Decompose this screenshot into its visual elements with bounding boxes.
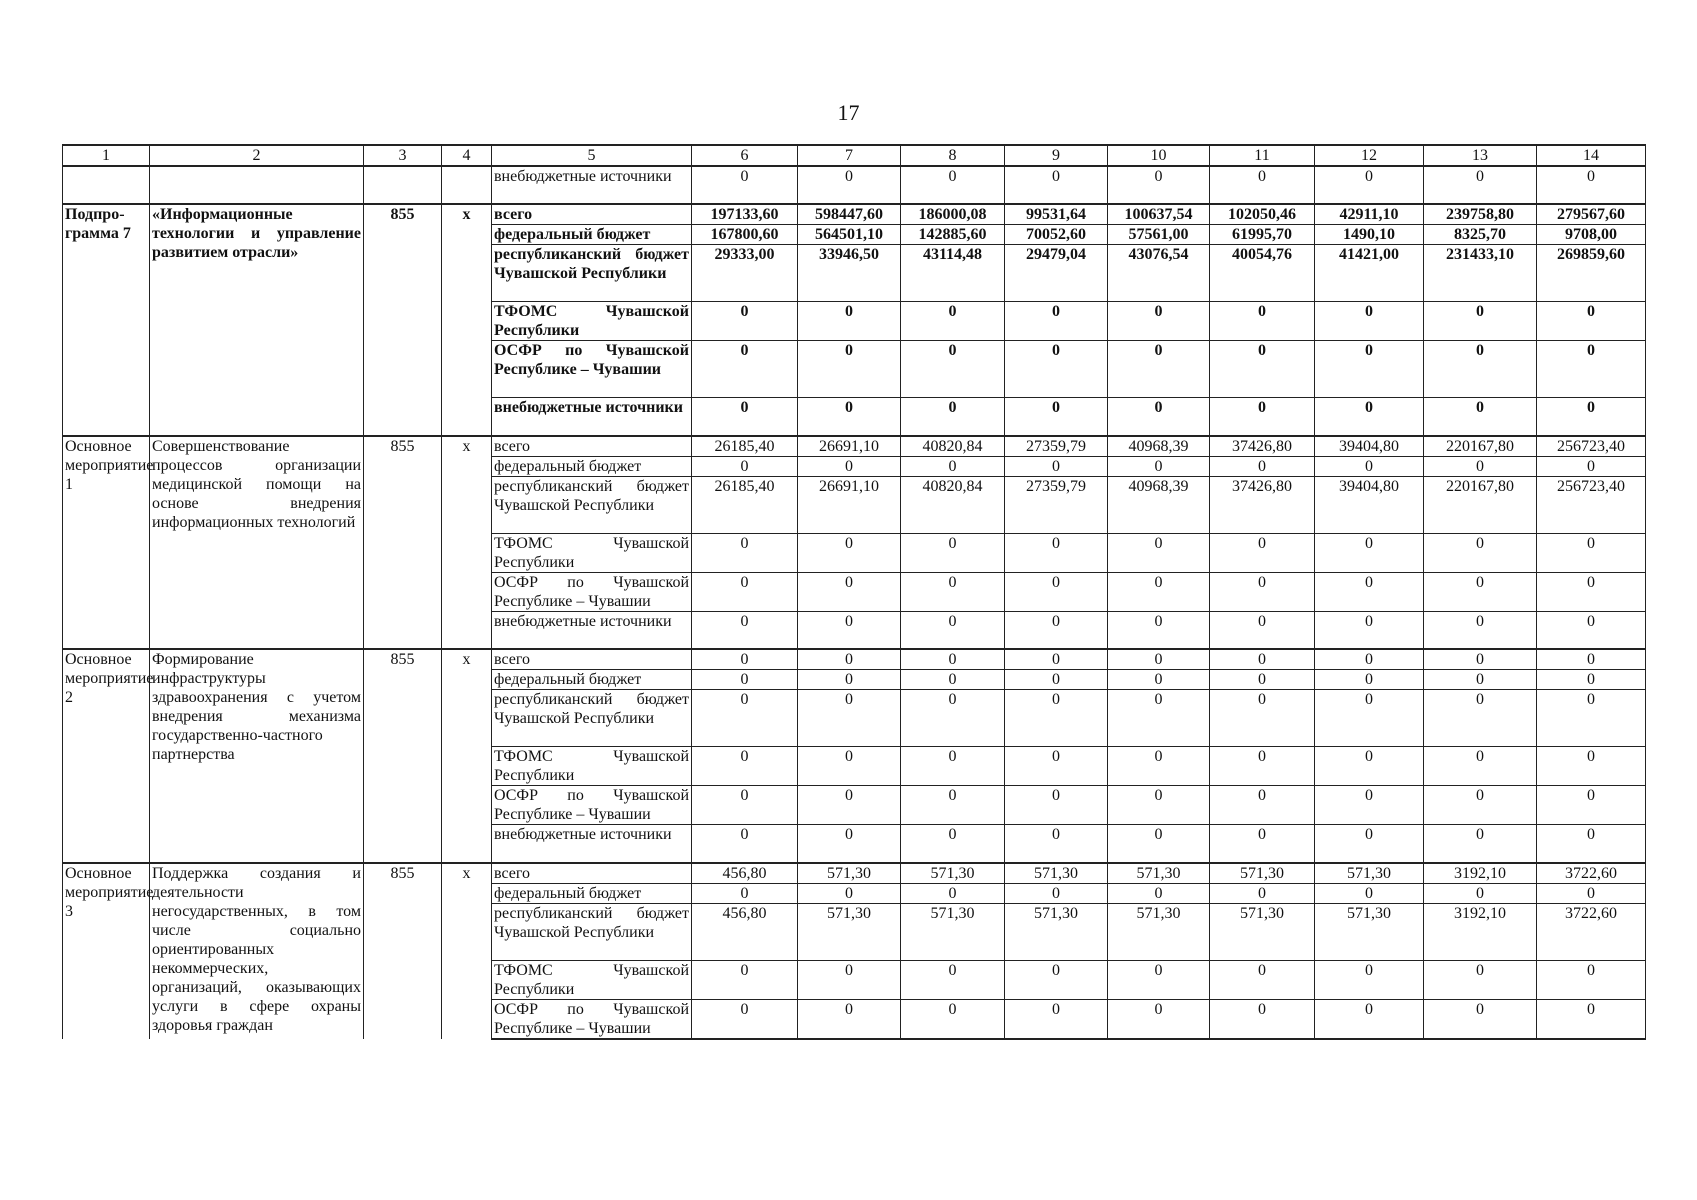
value-cell-col-6: 0 bbox=[692, 166, 798, 204]
value-cell-col-8: 0 bbox=[901, 825, 1005, 863]
value-cell-col-7: 0 bbox=[798, 825, 901, 863]
value-cell-col-9: 0 bbox=[1005, 690, 1108, 747]
value-cell-col-9: 0 bbox=[1005, 302, 1108, 341]
value-cell-col-6: 456,80 bbox=[692, 863, 798, 884]
value-cell-col-11: 0 bbox=[1210, 341, 1315, 398]
funding-source: всего bbox=[492, 204, 692, 225]
value-cell-col-13: 3192,10 bbox=[1424, 863, 1537, 884]
value-cell-col-13: 0 bbox=[1424, 649, 1537, 670]
column-header-6: 6 bbox=[692, 145, 798, 166]
value-cell-col-11: 0 bbox=[1210, 533, 1315, 572]
value-cell-col-9: 99531,64 bbox=[1005, 204, 1108, 225]
value-cell-col-14: 0 bbox=[1537, 747, 1646, 786]
value-cell-col-8: 0 bbox=[901, 670, 1005, 690]
value-cell-col-8: 186000,08 bbox=[901, 204, 1005, 225]
value-cell-col-12: 571,30 bbox=[1315, 863, 1424, 884]
value-cell-col-7: 0 bbox=[798, 649, 901, 670]
row-label: Основное мероприятие 3 bbox=[63, 863, 150, 1039]
value-cell-col-10: 0 bbox=[1108, 690, 1210, 747]
value-cell-col-9: 0 bbox=[1005, 825, 1108, 863]
value-cell-col-9: 0 bbox=[1005, 166, 1108, 204]
value-cell-col-8: 0 bbox=[901, 690, 1005, 747]
value-cell-col-10: 40968,39 bbox=[1108, 476, 1210, 533]
value-cell-col-6: 0 bbox=[692, 747, 798, 786]
value-cell-col-8: 0 bbox=[901, 572, 1005, 611]
value-cell-col-14: 0 bbox=[1537, 533, 1646, 572]
value-cell-col-12: 0 bbox=[1315, 341, 1424, 398]
value-cell-col-10: 0 bbox=[1108, 649, 1210, 670]
value-cell-col-11: 0 bbox=[1210, 611, 1315, 649]
value-cell-col-9: 0 bbox=[1005, 670, 1108, 690]
value-cell-col-8: 0 bbox=[901, 302, 1005, 341]
value-cell-col-13: 220167,80 bbox=[1424, 476, 1537, 533]
value-cell-col-7: 571,30 bbox=[798, 863, 901, 884]
value-cell-col-9: 571,30 bbox=[1005, 903, 1108, 960]
value-cell-col-6: 0 bbox=[692, 456, 798, 476]
value-cell-col-6: 26185,40 bbox=[692, 436, 798, 457]
value-cell-col-6: 0 bbox=[692, 999, 798, 1039]
funding-source: всего bbox=[492, 436, 692, 457]
value-cell-col-14: 0 bbox=[1537, 572, 1646, 611]
column-header-3: 3 bbox=[364, 145, 442, 166]
value-cell-col-11: 0 bbox=[1210, 670, 1315, 690]
value-cell-col-10: 571,30 bbox=[1108, 863, 1210, 884]
value-cell-col-10: 571,30 bbox=[1108, 903, 1210, 960]
value-cell-col-13: 231433,10 bbox=[1424, 245, 1537, 302]
value-cell-col-9: 0 bbox=[1005, 456, 1108, 476]
value-cell-col-11: 0 bbox=[1210, 825, 1315, 863]
value-cell-col-14: 9708,00 bbox=[1537, 225, 1646, 245]
value-cell-col-7: 0 bbox=[798, 883, 901, 903]
value-cell-col-6: 0 bbox=[692, 302, 798, 341]
value-cell-col-12: 0 bbox=[1315, 883, 1424, 903]
column-header-8: 8 bbox=[901, 145, 1005, 166]
value-cell-col-10: 0 bbox=[1108, 456, 1210, 476]
value-cell-col-10: 100637,54 bbox=[1108, 204, 1210, 225]
value-cell-col-10: 0 bbox=[1108, 533, 1210, 572]
value-cell-col-7: 26691,10 bbox=[798, 436, 901, 457]
value-cell-col-7: 0 bbox=[798, 747, 901, 786]
value-cell-col-8: 571,30 bbox=[901, 863, 1005, 884]
value-cell-col-6: 0 bbox=[692, 670, 798, 690]
value-cell-col-13: 0 bbox=[1424, 611, 1537, 649]
table-row bbox=[63, 166, 1646, 204]
value-cell-col-7: 0 bbox=[798, 960, 901, 999]
value-cell-col-8: 40820,84 bbox=[901, 476, 1005, 533]
row-description: Поддержка создания и деятельности негосударственных, в том числе социально ориентированных некоммерческих, организаций, оказывающих услуги в сфере охраны здоровья граждан bbox=[150, 863, 364, 1039]
value-cell-col-14: 0 bbox=[1537, 302, 1646, 341]
column-header-9: 9 bbox=[1005, 145, 1108, 166]
row-x-mark: x bbox=[442, 436, 492, 650]
value-cell-col-11: 0 bbox=[1210, 786, 1315, 825]
row-label: Основное мероприятие 1 bbox=[63, 436, 150, 650]
row-code: 855 bbox=[364, 204, 442, 436]
row-label: Основное мероприятие 2 bbox=[63, 649, 150, 863]
value-cell-col-7: 0 bbox=[798, 302, 901, 341]
value-cell-col-12: 42911,10 bbox=[1315, 204, 1424, 225]
value-cell-col-11: 0 bbox=[1210, 999, 1315, 1039]
value-cell-col-6: 456,80 bbox=[692, 903, 798, 960]
value-cell-col-8: 0 bbox=[901, 341, 1005, 398]
value-cell-col-9: 0 bbox=[1005, 960, 1108, 999]
value-cell-col-14: 3722,60 bbox=[1537, 903, 1646, 960]
value-cell-col-14: 0 bbox=[1537, 786, 1646, 825]
column-header-10: 10 bbox=[1108, 145, 1210, 166]
value-cell-col-7: 0 bbox=[798, 398, 901, 436]
value-cell-col-13: 0 bbox=[1424, 883, 1537, 903]
value-cell-col-13: 0 bbox=[1424, 341, 1537, 398]
value-cell-col-8: 0 bbox=[901, 533, 1005, 572]
value-cell-col-10: 0 bbox=[1108, 572, 1210, 611]
value-cell-col-11: 571,30 bbox=[1210, 903, 1315, 960]
value-cell-col-7: 0 bbox=[798, 670, 901, 690]
value-cell-col-14: 0 bbox=[1537, 341, 1646, 398]
value-cell-col-7: 0 bbox=[798, 341, 901, 398]
value-cell-col-11: 0 bbox=[1210, 302, 1315, 341]
value-cell-col-6: 0 bbox=[692, 825, 798, 863]
value-cell-col-13: 0 bbox=[1424, 302, 1537, 341]
value-cell-col-9: 0 bbox=[1005, 999, 1108, 1039]
value-cell-col-10: 0 bbox=[1108, 670, 1210, 690]
row-x-mark bbox=[442, 166, 492, 204]
value-cell-col-11: 0 bbox=[1210, 166, 1315, 204]
value-cell-col-9: 0 bbox=[1005, 398, 1108, 436]
table-row bbox=[63, 649, 1646, 670]
row-description bbox=[150, 166, 364, 204]
value-cell-col-8: 0 bbox=[901, 649, 1005, 670]
value-cell-col-6: 0 bbox=[692, 960, 798, 999]
value-cell-col-13: 220167,80 bbox=[1424, 436, 1537, 457]
funding-source: ТФОМС Чувашской Республики bbox=[492, 747, 692, 786]
value-cell-col-13: 0 bbox=[1424, 786, 1537, 825]
value-cell-col-12: 39404,80 bbox=[1315, 436, 1424, 457]
value-cell-col-14: 0 bbox=[1537, 690, 1646, 747]
value-cell-col-13: 0 bbox=[1424, 690, 1537, 747]
value-cell-col-11: 571,30 bbox=[1210, 863, 1315, 884]
value-cell-col-12: 0 bbox=[1315, 825, 1424, 863]
value-cell-col-12: 0 bbox=[1315, 533, 1424, 572]
value-cell-col-9: 0 bbox=[1005, 747, 1108, 786]
funding-source: всего bbox=[492, 649, 692, 670]
value-cell-col-11: 0 bbox=[1210, 690, 1315, 747]
value-cell-col-11: 61995,70 bbox=[1210, 225, 1315, 245]
value-cell-col-7: 0 bbox=[798, 533, 901, 572]
value-cell-col-13: 0 bbox=[1424, 533, 1537, 572]
row-label: Подпро-грамма 7 bbox=[63, 204, 150, 436]
header-row bbox=[63, 145, 1646, 166]
value-cell-col-7: 0 bbox=[798, 999, 901, 1039]
value-cell-col-9: 0 bbox=[1005, 572, 1108, 611]
funding-source: ОСФР по Чувашской Республике – Чувашии bbox=[492, 341, 692, 398]
value-cell-col-7: 0 bbox=[798, 786, 901, 825]
value-cell-col-10: 0 bbox=[1108, 960, 1210, 999]
value-cell-col-9: 0 bbox=[1005, 786, 1108, 825]
funding-source: федеральный бюджет bbox=[492, 670, 692, 690]
value-cell-col-13: 0 bbox=[1424, 999, 1537, 1039]
value-cell-col-9: 0 bbox=[1005, 649, 1108, 670]
value-cell-col-8: 0 bbox=[901, 883, 1005, 903]
value-cell-col-12: 0 bbox=[1315, 960, 1424, 999]
row-label bbox=[63, 166, 150, 204]
value-cell-col-9: 0 bbox=[1005, 341, 1108, 398]
value-cell-col-9: 29479,04 bbox=[1005, 245, 1108, 302]
row-code: 855 bbox=[364, 863, 442, 1039]
value-cell-col-14: 0 bbox=[1537, 670, 1646, 690]
value-cell-col-7: 598447,60 bbox=[798, 204, 901, 225]
value-cell-col-12: 0 bbox=[1315, 670, 1424, 690]
column-header-7: 7 bbox=[798, 145, 901, 166]
funding-source: ТФОМС Чувашской Республики bbox=[492, 302, 692, 341]
value-cell-col-12: 0 bbox=[1315, 302, 1424, 341]
value-cell-col-12: 1490,10 bbox=[1315, 225, 1424, 245]
value-cell-col-9: 70052,60 bbox=[1005, 225, 1108, 245]
value-cell-col-10: 0 bbox=[1108, 611, 1210, 649]
value-cell-col-14: 279567,60 bbox=[1537, 204, 1646, 225]
value-cell-col-6: 26185,40 bbox=[692, 476, 798, 533]
value-cell-col-11: 37426,80 bbox=[1210, 436, 1315, 457]
value-cell-col-9: 0 bbox=[1005, 883, 1108, 903]
value-cell-col-11: 0 bbox=[1210, 572, 1315, 611]
value-cell-col-14: 0 bbox=[1537, 166, 1646, 204]
value-cell-col-12: 0 bbox=[1315, 611, 1424, 649]
value-cell-col-14: 256723,40 bbox=[1537, 436, 1646, 457]
value-cell-col-8: 0 bbox=[901, 398, 1005, 436]
value-cell-col-14: 256723,40 bbox=[1537, 476, 1646, 533]
value-cell-col-12: 0 bbox=[1315, 690, 1424, 747]
row-code bbox=[364, 166, 442, 204]
value-cell-col-6: 0 bbox=[692, 649, 798, 670]
funding-source: ОСФР по Чувашской Республике – Чувашии bbox=[492, 572, 692, 611]
value-cell-col-13: 239758,80 bbox=[1424, 204, 1537, 225]
funding-source: ТФОМС Чувашской Республики bbox=[492, 960, 692, 999]
table-body bbox=[63, 166, 1646, 1039]
value-cell-col-11: 40054,76 bbox=[1210, 245, 1315, 302]
value-cell-col-10: 0 bbox=[1108, 786, 1210, 825]
value-cell-col-6: 0 bbox=[692, 533, 798, 572]
value-cell-col-11: 102050,46 bbox=[1210, 204, 1315, 225]
funding-source: внебюджетные источники bbox=[492, 166, 692, 204]
row-x-mark: x bbox=[442, 204, 492, 436]
value-cell-col-7: 0 bbox=[798, 166, 901, 204]
value-cell-col-13: 3192,10 bbox=[1424, 903, 1537, 960]
row-description: Формирование инфраструктуры здравоохранения с учетом внедрения механизма государственно-частного партнерства bbox=[150, 649, 364, 863]
value-cell-col-9: 0 bbox=[1005, 611, 1108, 649]
value-cell-col-8: 571,30 bbox=[901, 903, 1005, 960]
value-cell-col-10: 40968,39 bbox=[1108, 436, 1210, 457]
funding-source: внебюджетные источники bbox=[492, 825, 692, 863]
value-cell-col-9: 27359,79 bbox=[1005, 436, 1108, 457]
value-cell-col-8: 0 bbox=[901, 456, 1005, 476]
value-cell-col-7: 0 bbox=[798, 690, 901, 747]
value-cell-col-6: 0 bbox=[692, 786, 798, 825]
value-cell-col-14: 269859,60 bbox=[1537, 245, 1646, 302]
value-cell-col-14: 0 bbox=[1537, 398, 1646, 436]
value-cell-col-9: 0 bbox=[1005, 533, 1108, 572]
value-cell-col-13: 0 bbox=[1424, 825, 1537, 863]
row-description: «Информационные технологии и управление развитием отрасли» bbox=[150, 204, 364, 436]
funding-source: республиканский бюджет Чувашской Республики bbox=[492, 690, 692, 747]
value-cell-col-8: 0 bbox=[901, 611, 1005, 649]
value-cell-col-8: 43114,48 bbox=[901, 245, 1005, 302]
table-row bbox=[63, 204, 1646, 225]
value-cell-col-12: 0 bbox=[1315, 572, 1424, 611]
value-cell-col-10: 0 bbox=[1108, 883, 1210, 903]
value-cell-col-13: 0 bbox=[1424, 572, 1537, 611]
value-cell-col-6: 167800,60 bbox=[692, 225, 798, 245]
column-header-13: 13 bbox=[1424, 145, 1537, 166]
column-header-1: 1 bbox=[63, 145, 150, 166]
funding-source: ОСФР по Чувашской Республике – Чувашии bbox=[492, 999, 692, 1039]
column-header-4: 4 bbox=[442, 145, 492, 166]
value-cell-col-13: 0 bbox=[1424, 670, 1537, 690]
value-cell-col-12: 0 bbox=[1315, 456, 1424, 476]
value-cell-col-8: 0 bbox=[901, 786, 1005, 825]
funding-source: внебюджетные источники bbox=[492, 398, 692, 436]
budget-table bbox=[62, 144, 1646, 1040]
value-cell-col-10: 0 bbox=[1108, 166, 1210, 204]
value-cell-col-12: 39404,80 bbox=[1315, 476, 1424, 533]
row-description: Совершенствование процессов организации медицинской помощи на основе внедрения информационных технологий bbox=[150, 436, 364, 650]
value-cell-col-10: 0 bbox=[1108, 341, 1210, 398]
value-cell-col-9: 571,30 bbox=[1005, 863, 1108, 884]
value-cell-col-12: 0 bbox=[1315, 398, 1424, 436]
value-cell-col-12: 0 bbox=[1315, 999, 1424, 1039]
value-cell-col-6: 0 bbox=[692, 398, 798, 436]
value-cell-col-14: 0 bbox=[1537, 456, 1646, 476]
value-cell-col-8: 142885,60 bbox=[901, 225, 1005, 245]
row-x-mark: x bbox=[442, 863, 492, 1039]
value-cell-col-6: 0 bbox=[692, 572, 798, 611]
value-cell-col-14: 3722,60 bbox=[1537, 863, 1646, 884]
value-cell-col-12: 0 bbox=[1315, 166, 1424, 204]
column-header-12: 12 bbox=[1315, 145, 1424, 166]
funding-source: федеральный бюджет bbox=[492, 883, 692, 903]
value-cell-col-11: 0 bbox=[1210, 960, 1315, 999]
row-x-mark: x bbox=[442, 649, 492, 863]
value-cell-col-6: 0 bbox=[692, 611, 798, 649]
value-cell-col-10: 0 bbox=[1108, 999, 1210, 1039]
value-cell-col-14: 0 bbox=[1537, 825, 1646, 863]
value-cell-col-13: 8325,70 bbox=[1424, 225, 1537, 245]
value-cell-col-7: 26691,10 bbox=[798, 476, 901, 533]
table-row bbox=[63, 863, 1646, 884]
column-header-5: 5 bbox=[492, 145, 692, 166]
value-cell-col-14: 0 bbox=[1537, 960, 1646, 999]
value-cell-col-13: 0 bbox=[1424, 747, 1537, 786]
value-cell-col-8: 0 bbox=[901, 747, 1005, 786]
value-cell-col-12: 571,30 bbox=[1315, 903, 1424, 960]
value-cell-col-11: 0 bbox=[1210, 883, 1315, 903]
value-cell-col-7: 0 bbox=[798, 611, 901, 649]
value-cell-col-10: 0 bbox=[1108, 747, 1210, 786]
value-cell-col-12: 0 bbox=[1315, 747, 1424, 786]
value-cell-col-14: 0 bbox=[1537, 611, 1646, 649]
funding-source: республиканский бюджет Чувашской Республики bbox=[492, 245, 692, 302]
value-cell-col-12: 0 bbox=[1315, 649, 1424, 670]
value-cell-col-8: 40820,84 bbox=[901, 436, 1005, 457]
funding-source: внебюджетные источники bbox=[492, 611, 692, 649]
value-cell-col-14: 0 bbox=[1537, 999, 1646, 1039]
value-cell-col-11: 0 bbox=[1210, 398, 1315, 436]
value-cell-col-10: 0 bbox=[1108, 825, 1210, 863]
value-cell-col-7: 571,30 bbox=[798, 903, 901, 960]
funding-source: республиканский бюджет Чувашской Республики bbox=[492, 476, 692, 533]
value-cell-col-13: 0 bbox=[1424, 398, 1537, 436]
column-header-14: 14 bbox=[1537, 145, 1646, 166]
value-cell-col-10: 43076,54 bbox=[1108, 245, 1210, 302]
value-cell-col-8: 0 bbox=[901, 166, 1005, 204]
row-code: 855 bbox=[364, 649, 442, 863]
column-header-11: 11 bbox=[1210, 145, 1315, 166]
value-cell-col-13: 0 bbox=[1424, 166, 1537, 204]
value-cell-col-10: 57561,00 bbox=[1108, 225, 1210, 245]
value-cell-col-8: 0 bbox=[901, 960, 1005, 999]
value-cell-col-13: 0 bbox=[1424, 960, 1537, 999]
row-code: 855 bbox=[364, 436, 442, 650]
value-cell-col-14: 0 bbox=[1537, 649, 1646, 670]
value-cell-col-6: 0 bbox=[692, 690, 798, 747]
value-cell-col-9: 27359,79 bbox=[1005, 476, 1108, 533]
funding-source: федеральный бюджет bbox=[492, 225, 692, 245]
value-cell-col-6: 0 bbox=[692, 341, 798, 398]
value-cell-col-6: 0 bbox=[692, 883, 798, 903]
value-cell-col-11: 0 bbox=[1210, 456, 1315, 476]
page-number: 17 bbox=[837, 100, 860, 125]
value-cell-col-7: 0 bbox=[798, 572, 901, 611]
value-cell-col-6: 29333,00 bbox=[692, 245, 798, 302]
funding-source: федеральный бюджет bbox=[492, 456, 692, 476]
column-header-2: 2 bbox=[150, 145, 364, 166]
value-cell-col-8: 0 bbox=[901, 999, 1005, 1039]
funding-source: республиканский бюджет Чувашской Республики bbox=[492, 903, 692, 960]
value-cell-col-13: 0 bbox=[1424, 456, 1537, 476]
value-cell-col-6: 197133,60 bbox=[692, 204, 798, 225]
value-cell-col-12: 0 bbox=[1315, 786, 1424, 825]
funding-source: всего bbox=[492, 863, 692, 884]
value-cell-col-7: 0 bbox=[798, 456, 901, 476]
value-cell-col-7: 33946,50 bbox=[798, 245, 901, 302]
value-cell-col-10: 0 bbox=[1108, 398, 1210, 436]
funding-source: ОСФР по Чувашской Республике – Чувашии bbox=[492, 786, 692, 825]
value-cell-col-10: 0 bbox=[1108, 302, 1210, 341]
value-cell-col-11: 0 bbox=[1210, 649, 1315, 670]
funding-source: ТФОМС Чувашской Республики bbox=[492, 533, 692, 572]
value-cell-col-11: 37426,80 bbox=[1210, 476, 1315, 533]
value-cell-col-14: 0 bbox=[1537, 883, 1646, 903]
value-cell-col-11: 0 bbox=[1210, 747, 1315, 786]
value-cell-col-12: 41421,00 bbox=[1315, 245, 1424, 302]
value-cell-col-7: 564501,10 bbox=[798, 225, 901, 245]
table-row bbox=[63, 436, 1646, 457]
